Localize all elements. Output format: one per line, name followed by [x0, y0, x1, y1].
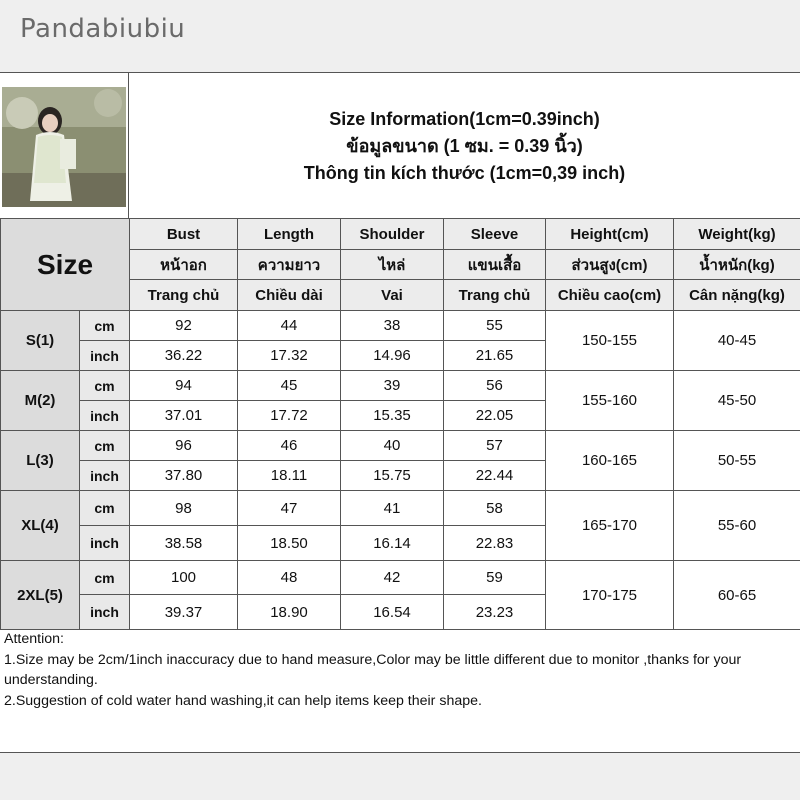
cell-bust: 100	[130, 561, 238, 595]
cell-shoulder: 15.35	[341, 401, 444, 431]
brand-logo: Pandabiubiu	[20, 14, 186, 44]
cell-shoulder: 40	[341, 431, 444, 461]
unit-cm: cm	[80, 561, 130, 595]
size-information-title	[129, 73, 800, 218]
cell-sleeve: 56	[444, 371, 546, 401]
notes-heading: Attention:	[4, 631, 64, 647]
cell-bust: 36.22	[130, 341, 238, 371]
size-label: L(3)	[1, 431, 80, 491]
unit-cm: cm	[80, 311, 130, 341]
col-header-vi: Trang chủ	[444, 280, 546, 311]
cell-bust: 38.58	[130, 526, 238, 561]
col-header-en: Shoulder	[341, 219, 444, 250]
size-header: Size	[1, 219, 130, 311]
unit-cm: cm	[80, 371, 130, 401]
unit-inch: inch	[80, 526, 130, 561]
cell-bust: 92	[130, 311, 238, 341]
cell-weight: 45-50	[674, 371, 800, 431]
size-table	[0, 218, 800, 630]
cell-length: 18.11	[238, 461, 341, 491]
col-header-th: แขนเสื้อ	[444, 250, 546, 280]
cell-sleeve: 55	[444, 311, 546, 341]
cell-weight: 40-45	[674, 311, 800, 371]
col-header-en: Height(cm)	[546, 219, 674, 250]
attention-notes	[4, 629, 796, 711]
cell-bust: 98	[130, 491, 238, 526]
cell-height: 155-160	[546, 371, 674, 431]
unit-inch: inch	[80, 401, 130, 431]
cell-shoulder: 38	[341, 311, 444, 341]
cell-weight: 60-65	[674, 561, 800, 630]
col-header-vi: Trang chủ	[130, 280, 238, 311]
unit-inch: inch	[80, 341, 130, 371]
unit-cm: cm	[80, 431, 130, 461]
cell-shoulder: 41	[341, 491, 444, 526]
cell-shoulder: 15.75	[341, 461, 444, 491]
cell-length: 48	[238, 561, 341, 595]
cell-length: 45	[238, 371, 341, 401]
col-header-vi: Cân nặng(kg)	[674, 280, 800, 311]
cell-length: 18.50	[238, 526, 341, 561]
title-english: Size Information(1cm=0.39inch)	[329, 109, 600, 129]
cell-length: 44	[238, 311, 341, 341]
col-header-vi: Chiều cao(cm)	[546, 280, 674, 311]
size-label: XL(4)	[1, 491, 80, 561]
col-header-en: Length	[238, 219, 341, 250]
cell-weight: 50-55	[674, 431, 800, 491]
unit-inch: inch	[80, 461, 130, 491]
size-label: 2XL(5)	[1, 561, 80, 630]
note-item: 1.Size may be 2cm/1inch inaccuracy due to hand measure,Color may be little different due to monitor ,thanks for your understanding.	[4, 651, 742, 688]
cell-length: 47	[238, 491, 341, 526]
cell-sleeve: 58	[444, 491, 546, 526]
cell-sleeve: 22.83	[444, 526, 546, 561]
cell-height: 165-170	[546, 491, 674, 561]
cell-sleeve: 22.44	[444, 461, 546, 491]
cell-shoulder: 39	[341, 371, 444, 401]
cell-length: 18.90	[238, 595, 341, 630]
col-header-vi: Chiều dài	[238, 280, 341, 311]
note-item: 2.Suggestion of cold water hand washing,it can help items keep their shape.	[4, 692, 482, 709]
col-header-en: Sleeve	[444, 219, 546, 250]
cell-sleeve: 22.05	[444, 401, 546, 431]
title-thai: ข้อมูลขนาด (1 ซม. = 0.39 นิ้ว)	[346, 136, 583, 156]
col-header-th: น้ำหนัก(kg)	[674, 250, 800, 280]
size-label: S(1)	[1, 311, 80, 371]
cell-length: 17.72	[238, 401, 341, 431]
cell-sleeve: 57	[444, 431, 546, 461]
cell-weight: 55-60	[674, 491, 800, 561]
col-header-en: Bust	[130, 219, 238, 250]
cell-bust: 96	[130, 431, 238, 461]
size-chart-sheet	[0, 72, 800, 753]
cell-bust: 39.37	[130, 595, 238, 630]
cell-shoulder: 14.96	[341, 341, 444, 371]
size-label: M(2)	[1, 371, 80, 431]
title-vietnamese: Thông tin kích thước (1cm=0,39 inch)	[303, 163, 626, 183]
col-header-en: Weight(kg)	[674, 219, 800, 250]
cell-shoulder: 42	[341, 561, 444, 595]
cell-length: 46	[238, 431, 341, 461]
col-header-th: ไหล่	[341, 250, 444, 280]
product-photo	[0, 73, 129, 218]
cell-height: 160-165	[546, 431, 674, 491]
cell-shoulder: 16.54	[341, 595, 444, 630]
cell-sleeve: 59	[444, 561, 546, 595]
cell-sleeve: 21.65	[444, 341, 546, 371]
col-header-th: ความยาว	[238, 250, 341, 280]
unit-cm: cm	[80, 491, 130, 526]
cell-height: 150-155	[546, 311, 674, 371]
col-header-th: ส่วนสูง(cm)	[546, 250, 674, 280]
cell-bust: 37.01	[130, 401, 238, 431]
cell-shoulder: 16.14	[341, 526, 444, 561]
cell-bust: 37.80	[130, 461, 238, 491]
cell-length: 17.32	[238, 341, 341, 371]
cell-bust: 94	[130, 371, 238, 401]
col-header-th: หน้าอก	[130, 250, 238, 280]
cell-height: 170-175	[546, 561, 674, 630]
unit-inch: inch	[80, 595, 130, 630]
cell-sleeve: 23.23	[444, 595, 546, 630]
col-header-vi: Vai	[341, 280, 444, 311]
